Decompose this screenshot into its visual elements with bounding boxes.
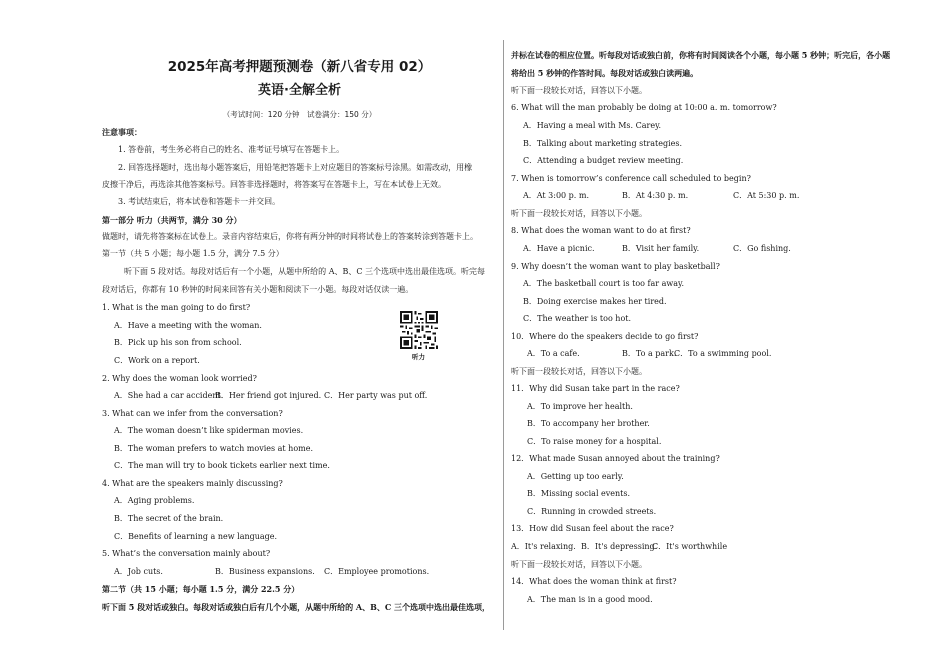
option: A．At 3:00 p. m. — [523, 191, 590, 200]
notice-item: 2. 回答选择题时，选出每小题答案后，用铅笔把答题卡上对应题目的答案标号涂黑。如需改动，用橡 — [118, 163, 473, 172]
section1-intro: 听下面 5 段对话。每段对话后有一个小题，从题中所给的 A、B、C 三个选项中选出最佳选项。听完每 — [124, 267, 486, 276]
option: B．To accompany her brother. — [527, 419, 650, 428]
qr-code-icon[interactable] — [400, 311, 438, 349]
option: B．It's depressing. — [581, 542, 658, 551]
section2-intro: 将给出 5 秒钟的作答时间。每段对话或独白读两遍。 — [511, 68, 699, 78]
question-14: 14．What does the woman think at first? — [511, 577, 677, 586]
qr-label: 听力 — [412, 353, 425, 361]
option: C．Work on a report. — [114, 356, 200, 365]
question-2: 2. Why does the woman look worried? — [102, 374, 257, 383]
question-4: 4. What are the speakers mainly discussing? — [102, 479, 283, 488]
option: C．Benefits of learning a new language. — [114, 532, 278, 541]
notice-item: 1. 答卷前，考生务必将自己的姓名、准考证号填写在答题卡上。 — [118, 145, 345, 154]
notice-item: 皮擦干净后，再选涂其他答案标号。回答非选择题时，将答案写在答题卡上，写在本试卷上无效。 — [102, 180, 446, 189]
option: C．To a swimming pool. — [674, 349, 772, 358]
question-13: 13．How did Susan feel about the race? — [511, 524, 674, 533]
question-3: 3. What can we infer from the conversation? — [102, 409, 283, 418]
listen-instruction: 听下面一段较长对话，回答以下小题。 — [511, 209, 647, 218]
part1-heading: 第一部分 听力（共两节，满分 30 分） — [102, 215, 242, 225]
notice-item: 3. 考试结束后，将本试卷和答题卡一并交回。 — [118, 197, 281, 206]
option: A．The basketball court is too far away. — [523, 279, 684, 288]
option: B．Pick up his son from school. — [114, 338, 242, 347]
option: B．To a park. — [622, 349, 677, 358]
option: A．She had a car accident. — [114, 391, 224, 400]
option: C．Running in crowded streets. — [527, 507, 657, 516]
notice-heading: 注意事项： — [102, 127, 142, 137]
listen-instruction: 听下面一段较长对话，回答以下小题。 — [511, 367, 647, 376]
part1-intro: 做题时，请先将答案标在试卷上。录音内容结束后，你将有两分钟的时间将试卷上的答案转涂到答题卡上。 — [102, 232, 478, 241]
option: A．Having a meal with Ms. Carey. — [523, 121, 662, 130]
option: C．Attending a budget review meeting. — [523, 156, 684, 165]
listen-instruction: 听下面一段较长对话，回答以下小题。 — [511, 560, 647, 569]
option: A．Have a meeting with the woman. — [114, 321, 262, 330]
section2-heading: 第二节（共 15 小题；每小题 1.5 分，满分 22.5 分） — [102, 584, 300, 594]
option: C．Her party was put off. — [324, 391, 428, 400]
option: B．The woman prefers to watch movies at home. — [114, 444, 314, 453]
question-5: 5. What’s the conversation mainly about? — [102, 549, 271, 558]
option: A．To a cafe. — [527, 349, 580, 358]
exam-info: （考试时间：120 分钟 试卷满分：150 分） — [222, 110, 377, 119]
question-7: 7. When is tomorrow’s conference call scheduled to begin? — [511, 174, 751, 183]
option: B．Her friend got injured. — [215, 391, 322, 400]
question-10: 10．Where do the speakers decide to go first? — [511, 332, 699, 341]
column-divider — [503, 40, 504, 630]
question-6: 6. What will the man probably be doing at 10:00 a. m. tomorrow? — [511, 103, 777, 112]
option: B．Business expansions. — [215, 567, 315, 576]
question-8: 8. What does the woman want to do at first? — [511, 226, 691, 235]
question-1: 1. What is the man going to do first? — [102, 303, 251, 312]
option: B．Missing social events. — [527, 489, 631, 498]
option: C．It's worthwhile — [652, 542, 728, 551]
option: A．Getting up too early. — [527, 472, 624, 481]
option: B．Talking about marketing strategies. — [523, 139, 683, 148]
question-12: 12．What made Susan annoyed about the training? — [511, 454, 720, 463]
option: B．Doing exercise makes her tired. — [523, 297, 667, 306]
section1-intro: 段对话后，你都有 10 秒钟的时间来回答有关小题和阅读下一小题。每段对话仅读一遍。 — [102, 285, 414, 294]
page-subtitle: 英语·全解全析 — [258, 83, 341, 98]
page-title: 2025年高考押题预测卷（新八省专用 02） — [167, 59, 432, 75]
option: C．Go fishing. — [733, 244, 791, 253]
option: B．Visit her family. — [622, 244, 700, 253]
option: A．It's relaxing. — [511, 542, 576, 551]
option: A．The woman doesn’t like spiderman movies. — [114, 426, 304, 435]
section2-intro: 并标在试卷的相应位置。听每段对话或独白前，你将有时间阅读各个小题，每小题 5 秒钟；听完后，各小题 — [511, 50, 891, 60]
option: A．Have a picnic. — [523, 244, 595, 253]
option: B．The secret of the brain. — [114, 514, 224, 523]
option: B．At 4:30 p. m. — [622, 191, 689, 200]
option: A．The man is in a good mood. — [527, 595, 653, 604]
option: C．To raise money for a hospital. — [527, 437, 662, 446]
section1-heading: 第一节（共 5 小题；每小题 1.5 分，满分 7.5 分） — [102, 249, 284, 258]
option: A．To improve her health. — [527, 402, 633, 411]
question-11: 11．Why did Susan take part in the race? — [511, 384, 680, 393]
option: C．At 5:30 p. m. — [733, 191, 800, 200]
option: C．The weather is too hot. — [523, 314, 632, 323]
option: A．Job cuts. — [114, 567, 163, 576]
listen-instruction: 听下面一段较长对话，回答以下小题。 — [511, 86, 647, 95]
option: C．The man will try to book tickets earlier next time. — [114, 461, 330, 470]
section2-intro: 听下面 5 段对话或独白。每段对话或独白后有几个小题，从题中所给的 A、B、C 三个选项中选出最佳选项， — [102, 602, 491, 612]
option: C．Employee promotions. — [324, 567, 430, 576]
option: A．Aging problems. — [114, 496, 195, 505]
question-9: 9. Why doesn’t the woman want to play basketball? — [511, 262, 720, 271]
